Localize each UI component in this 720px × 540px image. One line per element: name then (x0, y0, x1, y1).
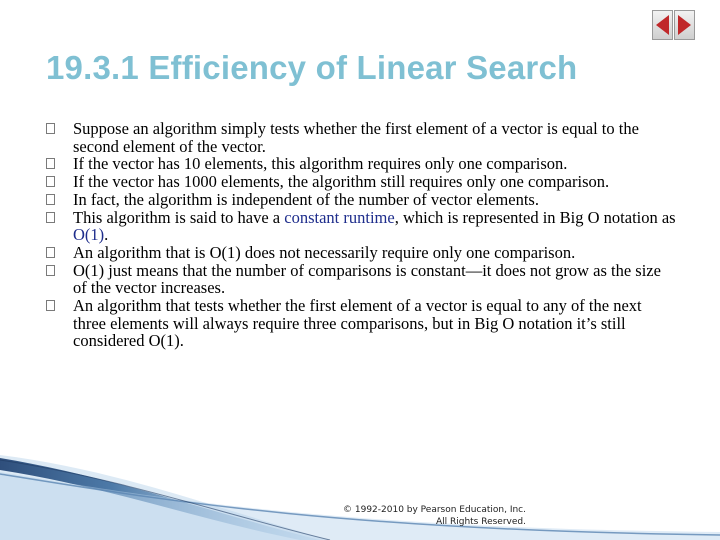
bullet-item (46, 262, 676, 297)
bullet-text: If the vector has 1000 elements, the algorithm still requires only one comparison. (73, 172, 610, 192)
bullet-box-icon (46, 265, 55, 276)
bullet-text: This algorithm is said to have a (73, 207, 285, 227)
bullet-item (46, 209, 676, 244)
bullet-box-icon (46, 247, 55, 258)
triangle-left-icon (656, 15, 669, 35)
bullet-box-icon (46, 300, 55, 311)
bullet-item (46, 173, 676, 191)
rights-line: All Rights Reserved. (435, 517, 526, 527)
bullet-box-icon (46, 123, 55, 134)
bullet-item (46, 120, 676, 155)
slide-title: 19.3.1 Efficiency of Linear Search (46, 49, 578, 86)
bullet-list (46, 120, 676, 350)
bullet-text: An algorithm that tests whether the first element of a vector is equal to any of the next three elements will always require three comparisons, but in Big O notation it’s still considered O(1). (73, 296, 642, 351)
bullet-box-icon (46, 176, 55, 187)
bullet-box-icon (46, 158, 55, 169)
bullet-text: Suppose an algorithm simply tests whether the first element of a vector is equal to the second element of the vector. (73, 119, 639, 156)
slide-navigation (652, 10, 695, 40)
triangle-right-icon (678, 15, 691, 35)
bullet-text: , which is represented in Big O notation as (394, 207, 676, 227)
copyright-footer (300, 504, 526, 528)
bullet-item (46, 191, 676, 209)
bullet-text: In fact, the algorithm is independent of the number of vector elements. (73, 189, 539, 209)
bullet-item (46, 297, 676, 350)
bullet-text: An algorithm that is O(1) does not necessarily require only one comparison. (73, 242, 576, 262)
next-slide-button[interactable] (674, 10, 695, 40)
previous-slide-button[interactable] (652, 10, 673, 40)
bullet-box-icon (46, 194, 55, 205)
bullet-text: . (104, 225, 109, 245)
copyright-line: © 1992-2010 by Pearson Education, Inc. (343, 505, 526, 515)
highlight-term: O(1) (73, 225, 105, 245)
bullet-text: If the vector has 10 elements, this algorithm requires only one comparison. (73, 154, 568, 174)
bullet-item (46, 155, 676, 173)
bullet-item (46, 244, 676, 262)
bullet-text: O(1) just means that the number of comparisons is constant—it does not grow as the size of the vector increases. (73, 260, 661, 298)
bullet-box-icon (46, 212, 55, 223)
highlight-term: constant runtime (284, 207, 395, 227)
